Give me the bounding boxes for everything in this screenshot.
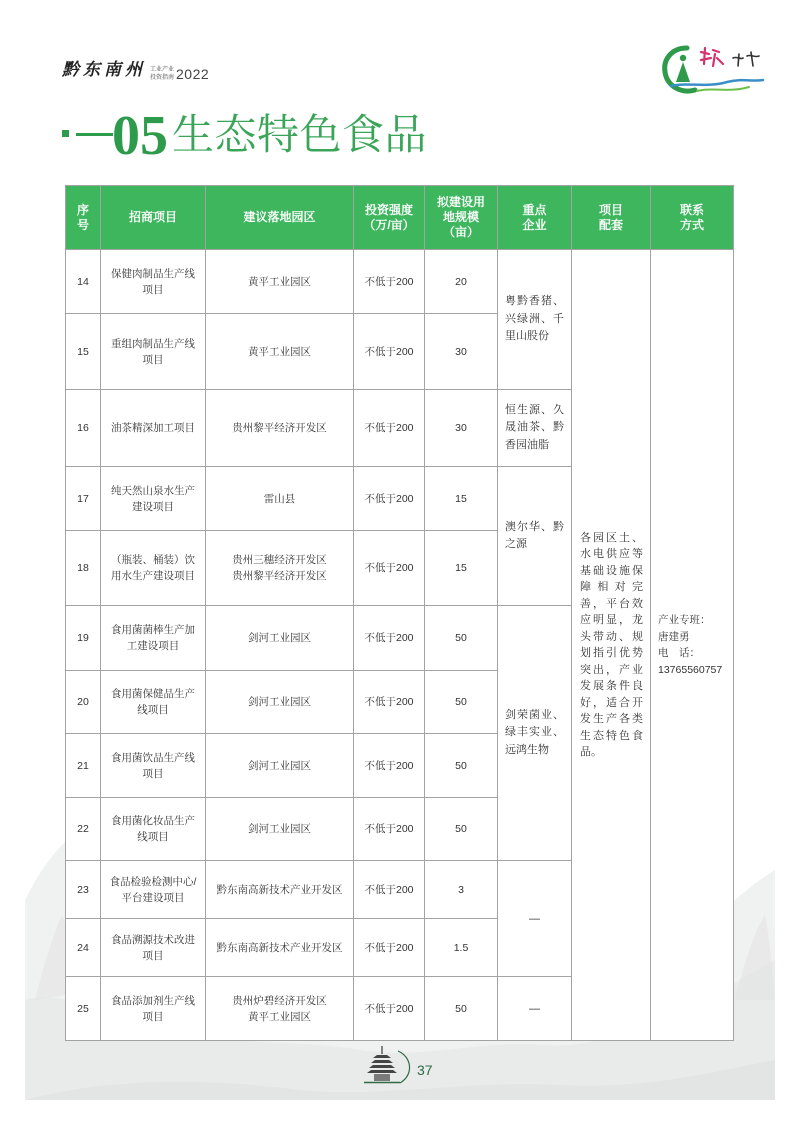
land-area: 50	[425, 977, 498, 1041]
company-line: 香园油脂	[505, 438, 549, 451]
contact-phone: 13765560757	[658, 663, 723, 676]
supporting-line: 水电供应等	[580, 548, 643, 560]
project-name-line: 食用菌保健品生产	[111, 688, 195, 700]
project-name-line: 项目	[142, 1010, 164, 1023]
title-rule	[76, 133, 113, 136]
project-name-line: 项目	[142, 767, 164, 780]
header-line: 号	[76, 217, 89, 232]
investment-intensity: 不低于200	[354, 390, 425, 467]
project-name-line: 项目	[142, 283, 164, 296]
row-number: 22	[66, 798, 101, 861]
header-line: 建议落地园区	[243, 210, 316, 224]
land-area: 15	[425, 531, 498, 606]
row-number: 24	[66, 919, 101, 977]
project-name-line: 用水生产建设项目	[111, 570, 195, 582]
park-name-line: 剑河工业园区	[248, 823, 311, 835]
park-name-line: 黔东南高新技术产业开发区	[216, 941, 343, 954]
row-number: 25	[66, 977, 101, 1041]
key-companies	[498, 977, 572, 1041]
row-number: 15	[66, 314, 101, 390]
park-name	[206, 919, 354, 977]
header-line: 联系	[679, 202, 704, 217]
company-line: 恒生源、久	[505, 403, 564, 416]
project-name	[101, 250, 206, 314]
project-name-line: 线项目	[137, 831, 169, 843]
park-name	[206, 977, 354, 1041]
park-name	[206, 798, 354, 861]
header-line: 重点	[522, 202, 547, 217]
key-companies	[498, 250, 572, 390]
header-line: （亩）	[442, 225, 479, 239]
project-name-line: 油茶精深加工项目	[111, 422, 195, 434]
project-name	[101, 734, 206, 798]
header-supporting	[572, 186, 651, 250]
company-line: 兴绿洲、千	[505, 312, 564, 325]
project-name	[101, 314, 206, 390]
investment-intensity: 不低于200	[354, 314, 425, 390]
row-number: 19	[66, 606, 101, 671]
land-area: 50	[425, 606, 498, 671]
contact-line: 产业专班：	[658, 614, 711, 626]
park-name	[206, 390, 354, 467]
park-name-line: 贵州黎平经济开发区	[232, 570, 327, 582]
project-name	[101, 606, 206, 671]
row-number: 20	[66, 671, 101, 734]
land-area: 30	[425, 390, 498, 467]
project-name	[101, 919, 206, 977]
supporting-line: 善，平台效	[580, 597, 643, 610]
park-name	[206, 734, 354, 798]
investment-table	[65, 185, 734, 1041]
contact-info	[651, 250, 734, 1041]
table-header-row	[66, 186, 734, 250]
park-name-line: 贵州黎平经济开发区	[232, 422, 327, 434]
land-area: 15	[425, 467, 498, 531]
logo-emblem	[657, 42, 767, 98]
project-name-line: 食用菌饮品生产线	[111, 751, 195, 764]
supporting-line: 头带动、规	[580, 630, 643, 643]
company-line: 之源	[505, 538, 527, 550]
row-number: 17	[66, 467, 101, 531]
row-number: 21	[66, 734, 101, 798]
company-line: 里山股份	[505, 330, 549, 343]
supporting-line: 障相对完	[580, 581, 643, 593]
brand-subtitle-line: 工业产业	[150, 67, 175, 73]
header-line: 配套	[598, 217, 623, 232]
company-line: —	[529, 1002, 540, 1015]
investment-intensity: 不低于200	[354, 919, 425, 977]
company-line: 剑荣菌业、	[505, 708, 564, 721]
page-number: 37	[417, 1062, 433, 1078]
investment-intensity: 不低于200	[354, 734, 425, 798]
park-name	[206, 467, 354, 531]
park-name	[206, 671, 354, 734]
row-number: 23	[66, 861, 101, 919]
title-marker	[62, 130, 69, 137]
land-area: 30	[425, 314, 498, 390]
header-companies	[498, 186, 572, 250]
key-companies	[498, 467, 572, 606]
project-name	[101, 467, 206, 531]
project-name	[101, 798, 206, 861]
park-name	[206, 250, 354, 314]
land-area: 20	[425, 250, 498, 314]
project-name-line: 食品添加剂生产线	[111, 994, 195, 1007]
land-area: 50	[425, 734, 498, 798]
table-row	[66, 250, 734, 314]
land-area: 50	[425, 798, 498, 861]
company-line: 远鸿生物	[505, 743, 549, 756]
supporting-line: 发展条件良	[580, 680, 643, 692]
header-line: 拟建设用	[436, 195, 485, 209]
land-area: 50	[425, 671, 498, 734]
header-park	[206, 186, 354, 250]
park-name-line: 剑河工业园区	[248, 759, 311, 772]
project-name-line: 平台建设项目	[121, 891, 185, 904]
park-name-line: 剑河工业园区	[248, 696, 311, 708]
investment-intensity: 不低于200	[354, 606, 425, 671]
header-contact	[651, 186, 734, 250]
row-number: 14	[66, 250, 101, 314]
park-name-line: 黄平工业园区	[248, 345, 311, 358]
key-companies	[498, 606, 572, 861]
project-name	[101, 977, 206, 1041]
header-line: 招商项目	[128, 210, 177, 224]
row-number: 16	[66, 390, 101, 467]
park-name	[206, 314, 354, 390]
year: 2022	[176, 66, 210, 82]
park-name-line: 黄平工业园区	[248, 1010, 311, 1023]
project-name-line: 食品检验检测中心/	[109, 875, 197, 888]
investment-intensity: 不低于200	[354, 798, 425, 861]
project-name-line: 重组肉制品生产线	[111, 337, 195, 350]
project-name-line: 食用菌化妆品生产	[111, 815, 195, 827]
park-name-line: 黄平工业园区	[248, 275, 311, 288]
section-title: 生态特色食品	[172, 111, 428, 158]
header-line: 地规模	[442, 210, 479, 224]
supporting-line: 应明显，龙	[580, 614, 643, 626]
supporting-line: 品。	[580, 746, 602, 758]
investment-intensity: 不低于200	[354, 977, 425, 1041]
supporting-line: 基础设施保	[580, 564, 643, 577]
investment-intensity: 不低于200	[354, 861, 425, 919]
investment-intensity: 不低于200	[354, 671, 425, 734]
project-name	[101, 531, 206, 606]
header-line: 企业	[522, 217, 547, 232]
company-line: 晟油茶、黔	[505, 421, 564, 434]
brand-subtitle	[150, 67, 174, 82]
project-name-line: 食用菌菌棒生产加	[111, 624, 195, 636]
key-companies	[498, 390, 572, 467]
park-name-line: 雷山县	[263, 492, 296, 505]
supporting-line: 好，适合开	[580, 696, 643, 709]
row-number: 18	[66, 531, 101, 606]
project-name	[101, 390, 206, 467]
project-name	[101, 861, 206, 919]
park-name	[206, 606, 354, 671]
header-area	[425, 186, 498, 250]
supporting-line: 发生产各类	[580, 713, 643, 725]
key-companies	[498, 861, 572, 977]
header-line: 序	[76, 202, 89, 217]
brand-subtitle-line: 投资指南	[150, 74, 175, 81]
project-name-line: 保健肉制品生产线	[111, 267, 195, 280]
supporting-line: 划指引优势	[580, 647, 643, 659]
park-name-line: 黔东南高新技术产业开发区	[216, 883, 343, 896]
supporting-line: 生态特色食	[580, 729, 643, 742]
project-name-line: 建设项目	[132, 500, 174, 513]
section-number: 05	[112, 105, 168, 167]
company-line: —	[529, 912, 540, 925]
investment-intensity: 不低于200	[354, 250, 425, 314]
contact-line: 唐建勇	[658, 630, 690, 643]
project-name-line: 食品溯源技术改进	[111, 933, 195, 946]
park-name	[206, 861, 354, 919]
project-name-line: 线项目	[137, 704, 169, 716]
project-name-line: 工建设项目	[126, 640, 180, 652]
project-name	[101, 671, 206, 734]
header-line: 投资强度	[364, 202, 413, 217]
header-line: 方式	[679, 217, 704, 232]
land-area: 3	[425, 861, 498, 919]
header-line: （万/亩）	[363, 217, 415, 232]
investment-intensity: 不低于200	[354, 531, 425, 606]
project-name-line: （瓶装、桶装）饮	[111, 554, 195, 566]
project-name-line: 纯天然山泉水生产	[111, 484, 195, 497]
land-area: 1.5	[425, 919, 498, 977]
company-line: 粤黔香猪、	[505, 295, 564, 308]
drum-tower-icon	[362, 1045, 418, 1087]
project-name-line: 项目	[142, 353, 164, 366]
header-line: 项目	[598, 202, 623, 217]
investment-intensity: 不低于200	[354, 467, 425, 531]
project-name-line: 项目	[142, 949, 164, 962]
park-name	[206, 531, 354, 606]
project-supporting	[572, 250, 651, 1041]
park-name-line: 剑河工业园区	[248, 632, 311, 644]
park-name-line: 贵州三穗经济开发区	[232, 554, 327, 566]
company-line: 绿丰实业、	[505, 726, 564, 739]
contact-line: 电 话：	[658, 647, 700, 659]
brand-name: 黔东南州	[62, 60, 146, 80]
header-number	[66, 186, 101, 250]
header-intensity	[354, 186, 425, 250]
park-name-line: 贵州炉碧经济开发区	[232, 994, 327, 1007]
supporting-line: 突出，产业	[580, 663, 643, 676]
company-line: 澳尔华、黔	[505, 520, 564, 533]
header-project	[101, 186, 206, 250]
supporting-line: 各园区土、	[580, 531, 643, 544]
